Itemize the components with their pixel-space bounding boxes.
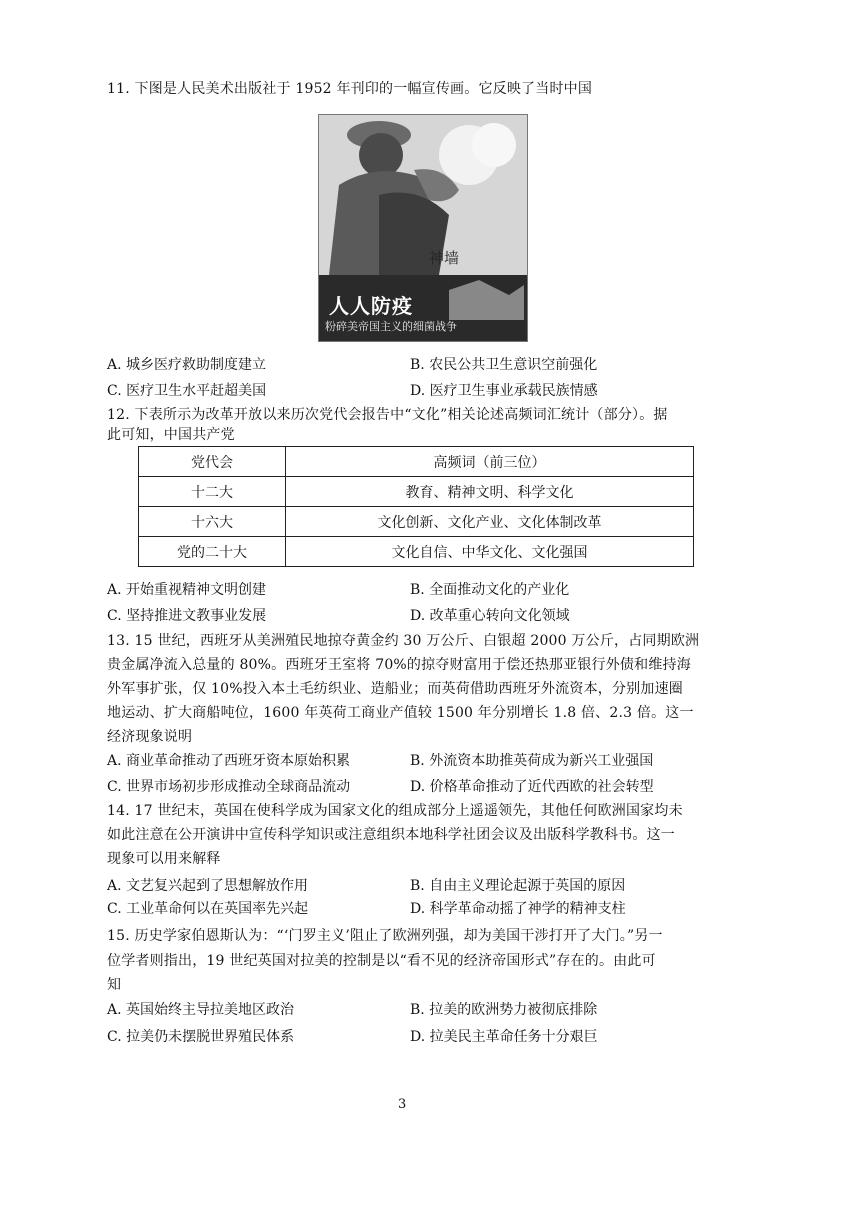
q14-option-a: A. 文艺复兴起到了思想解放作用: [107, 878, 309, 894]
q12-option-c: C. 坚持推进文教事业发展: [107, 608, 267, 624]
propaganda-poster-image: [318, 114, 528, 342]
q13-option-d: D. 价格革命推动了近代西欧的社会转型: [410, 779, 654, 795]
q12-option-b: B. 全面推动文化的产业化: [410, 582, 570, 598]
poster-subtitle: 粉碎美帝国主义的细菌战争: [325, 320, 457, 333]
q15-option-d: D. 拉美民主革命任务十分艰巨: [410, 1029, 598, 1045]
q14-option-c: C. 工业革命何以在英国率先兴起: [107, 901, 309, 917]
q13-line: 13. 15 世纪，西班牙从美洲殖民地掠夺黄金约 30 万公斤、白银超 2000 万公斤，占同期欧洲: [107, 633, 700, 649]
table-cell: 党的二十大: [139, 537, 286, 567]
table-header: 党代会: [139, 447, 286, 477]
q13-option-b: B. 外流资本助推英荷成为新兴工业强国: [410, 753, 654, 769]
q14-line: 14. 17 世纪末，英国在使科学成为国家文化的组成部分上遥遥领先，其他任何欧洲国家均未: [107, 803, 683, 819]
table-row: [139, 537, 694, 567]
q11-option-d: D. 医疗卫生事业承载民族情感: [410, 383, 598, 399]
table-cell: 文化自信、中华文化、文化强国: [286, 537, 694, 567]
q14-option-d: D. 科学革命动摇了神学的精神支柱: [410, 901, 626, 917]
q13-line: 外军事扩张，仅 10%投入本土毛纺织业、造船业；而英荷借助西班牙外流资本，分别加速圈: [107, 681, 683, 697]
table-header-row: [139, 447, 694, 477]
q12-stem-line1: 12. 下表所示为改革开放以来历次党代会报告中“文化”相关论述高频词汇统计（部分）。据: [107, 407, 668, 423]
table-header: 高频词（前三位）: [286, 447, 694, 477]
q14-line: 如此注意在公开演讲中宣传科学知识或注意组织本地科学社团会议及出版科学教科书。这一: [107, 827, 675, 843]
table-cell: 文化创新、文化产业、文化体制改革: [286, 507, 694, 537]
q13-line: 经济现象说明: [107, 729, 193, 745]
high-frequency-word-table: [138, 446, 694, 567]
q12-stem-line2: 此可知，中国共产党: [107, 427, 235, 443]
page-number: 3: [398, 1097, 407, 1112]
q15-line: 位学者则指出，19 世纪英国对拉美的控制是以“看不见的经济帝国形式”存在的。由此可: [107, 953, 656, 969]
q12-option-d: D. 改革重心转向文化领域: [410, 608, 570, 624]
q15-option-b: B. 拉美的欧洲势力被彻底排除: [410, 1002, 598, 1018]
q13-line: 地运动、扩大商船吨位，1600 年英荷工商业产值较 1500 年分别增长 1.8 倍、2.3 倍。这一: [107, 705, 694, 721]
q11-option-a: A. 城乡医疗救助制度建立: [107, 357, 267, 373]
q13-option-a: A. 商业革命推动了西班牙资本原始积累: [107, 753, 351, 769]
table-cell: 十二大: [139, 477, 286, 507]
table-cell: 十六大: [139, 507, 286, 537]
poster-title: 人人防疫: [329, 294, 413, 318]
q13-line: 贵金属净流入总量的 80%。西班牙王室将 70%的掠夺财富用于偿还热那亚银行外债和维持海: [107, 657, 691, 673]
q13-option-c: C. 世界市场初步形成推动全球商品流动: [107, 779, 351, 795]
q14-option-b: B. 自由主义理论起源于英国的原因: [410, 878, 626, 894]
poster-wall-text: 神墙: [429, 249, 460, 267]
table-cell: 教育、精神文明、科学文化: [286, 477, 694, 507]
q15-option-a: A. 英国始终主导拉美地区政治: [107, 1002, 295, 1018]
q15-line: 15. 历史学家伯恩斯认为：“‘门罗主义’阻止了欧洲列强，却为美国干涉打开了大门。”另一: [107, 928, 663, 944]
table-row: [139, 477, 694, 507]
q11-stem: 11. 下图是人民美术出版社于 1952 年刊印的一幅宣传画。它反映了当时中国: [107, 81, 593, 97]
q15-line: 知: [107, 977, 122, 993]
q15-option-c: C. 拉美仍未摆脱世界殖民体系: [107, 1029, 295, 1045]
q12-option-a: A. 开始重视精神文明创建: [107, 582, 267, 598]
q11-option-b: B. 农民公共卫生意识空前强化: [410, 357, 598, 373]
table-row: [139, 507, 694, 537]
q14-line: 现象可以用来解释: [107, 851, 221, 867]
q11-option-c: C. 医疗卫生水平赶超美国: [107, 383, 267, 399]
